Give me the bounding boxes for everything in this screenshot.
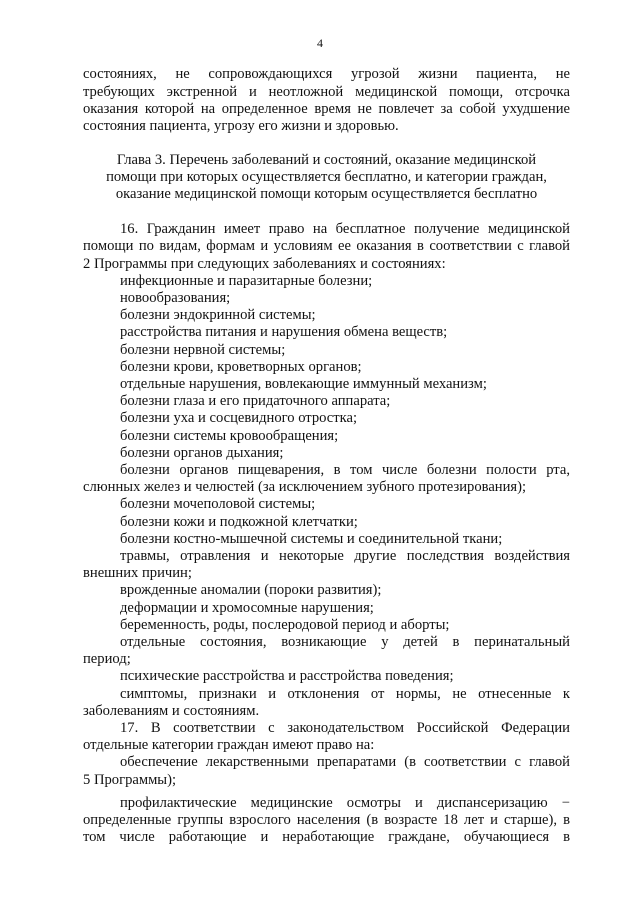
list-item: болезни костно-мышечной системы и соединительной ткани; <box>120 531 503 547</box>
paragraph-16-line: 16. Гражданин имеет право на бесплатное получение медицинской <box>120 221 570 237</box>
paragraph-17-line: обеспечение лекарственными препаратами (в соответствии с главой <box>120 754 570 770</box>
list-item: симптомы, признаки и отклонения от нормы, не отнесенные к <box>120 686 570 702</box>
list-item: травмы, отравления и некоторые другие последствия воздействия <box>120 548 570 564</box>
list-item-continuation: внешних причин; <box>83 565 192 581</box>
intro-line: состояниях, не сопровождающихся угрозой жизни пациента, не <box>83 66 570 82</box>
paragraph-17-line: 17. В соответствии с законодательством Российской Федерации <box>120 720 570 736</box>
list-item: новообразования; <box>120 290 231 306</box>
intro-line: состояния пациента, угрозу его жизни и здоровью. <box>83 118 399 134</box>
list-item: болезни эндокринной системы; <box>120 307 316 323</box>
list-item: беременность, роды, послеродовой период и аборты; <box>120 617 450 633</box>
list-item: болезни глаза и его придаточного аппарата; <box>120 393 391 409</box>
intro-line: требующих экстренной и неотложной медицинской помощи, отсрочка <box>83 84 570 100</box>
list-item: болезни уха и сосцевидного отростка; <box>120 410 358 426</box>
paragraph-17-line: отдельные категории граждан имеют право на: <box>83 737 375 753</box>
list-item: болезни органов пищеварения, в том числе болезни полости рта, <box>120 462 570 478</box>
chapter-title-line: Глава 3. Перечень заболеваний и состояний, оказание медицинской <box>116 152 537 168</box>
paragraph-17-line: 5 Программы); <box>83 772 177 788</box>
paragraph-17-line: профилактические медицинские осмотры и диспансеризацию − <box>120 795 570 811</box>
list-item: психические расстройства и расстройства поведения; <box>120 668 454 684</box>
list-item: болезни кожи и подкожной клетчатки; <box>120 514 358 530</box>
list-item: болезни органов дыхания; <box>120 445 284 461</box>
list-item: расстройства питания и нарушения обмена веществ; <box>120 324 448 340</box>
intro-line: оказания которой на определенное время не повлечет за собой ухудшение <box>83 101 570 117</box>
list-item-continuation: период; <box>83 651 131 667</box>
list-item: болезни системы кровообращения; <box>120 428 339 444</box>
chapter-title-line: оказание медицинской помощи которым осуществляется бесплатно <box>115 186 538 202</box>
list-item: деформации и хромосомные нарушения; <box>120 600 374 616</box>
page-number: 4 <box>317 36 323 50</box>
list-item: болезни крови, кроветворных органов; <box>120 359 362 375</box>
list-item: болезни мочеполовой системы; <box>120 496 316 512</box>
chapter-title-line: помощи при которых осуществляется бесплатно, и категории граждан, <box>106 169 547 185</box>
list-item-continuation: слюнных желез и челюстей (за исключением зубного протезирования); <box>83 479 527 495</box>
paragraph-17-line: определенные группы взрослого населения (в возрасте 18 лет и старше), в <box>83 812 570 828</box>
paragraph-16-line: помощи по видам, формам и условиям ее оказания в соответствии с главой <box>83 238 570 254</box>
list-item: отдельные нарушения, вовлекающие иммунный механизм; <box>120 376 487 392</box>
list-item: болезни нервной системы; <box>120 342 286 358</box>
list-item: отдельные состояния, возникающие у детей в перинатальный <box>120 634 570 650</box>
paragraph-16-line: 2 Программы при следующих заболеваниях и состояниях: <box>83 256 446 272</box>
list-item-continuation: заболеваниям и состояниям. <box>83 703 260 719</box>
list-item: врожденные аномалии (пороки развития); <box>120 582 382 598</box>
list-item: инфекционные и паразитарные болезни; <box>120 273 373 289</box>
paragraph-17-line: том числе работающие и неработающие граждане, обучающиеся в <box>83 829 570 845</box>
